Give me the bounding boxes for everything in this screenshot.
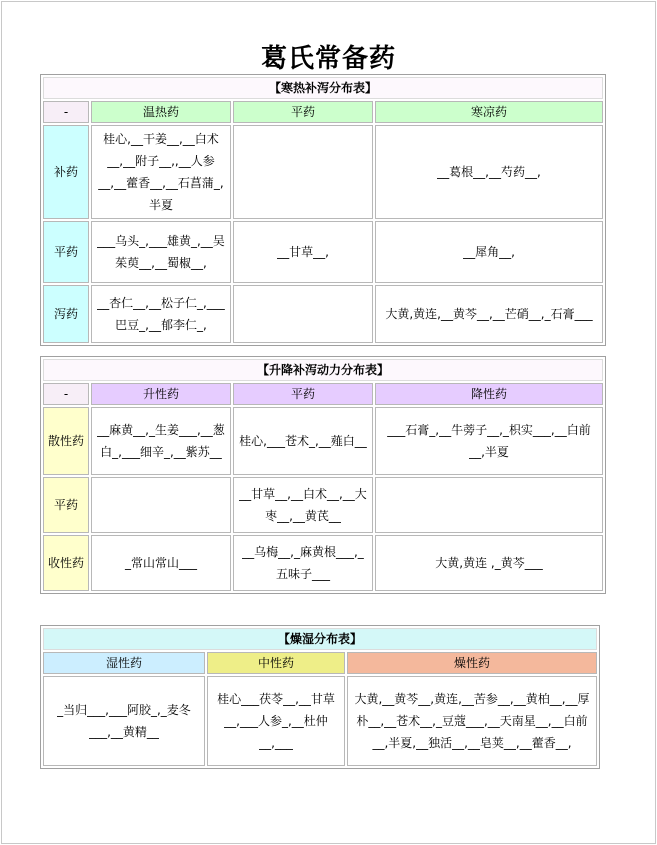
table-cell [233, 125, 373, 219]
table-cell: __犀角__, [375, 221, 603, 283]
row-header-neutral: 平药 [43, 221, 89, 283]
ascend-descend-table [40, 356, 606, 594]
table-cell: _常山常山___ [91, 535, 231, 591]
col-header-neutral: 平药 [233, 383, 373, 405]
table-corner: - [43, 101, 89, 123]
row-header-purge: 泻药 [43, 285, 89, 343]
table-cell: 大黄,黄连 ,_黄芩___ [375, 535, 603, 591]
table-cell: 桂心,___苍术_,__薤白__ [233, 407, 373, 475]
row-header-astringent: 收性药 [43, 535, 89, 591]
col-header-descending: 降性药 [375, 383, 603, 405]
col-header-neutral: 中性药 [207, 652, 345, 674]
table-cell: 大黄,__黄芩__,黄连,__苦参__,__黄柏__,__厚朴__,__苍术__,_豆蔻___,__天南星__,__白前__,半夏,__独活__,__皂荚__,__藿香__, [347, 676, 597, 766]
cold-heat-table [40, 74, 606, 346]
table-cell: ___石膏_,__牛蒡子__,_枳实___,__白前__,半夏 [375, 407, 603, 475]
table-cell: __甘草__,__白术__,__大枣__,__黄芪__ [233, 477, 373, 533]
col-header-neutral: 平药 [233, 101, 373, 123]
dry-damp-table-caption: 【燥湿分布表】 [43, 628, 597, 650]
table-cell: __杏仁__,__松子仁_,___巴豆_,__郁李仁_, [91, 285, 231, 343]
ascend-descend-table-caption: 【升降补泻动力分布表】 [43, 359, 603, 381]
col-header-dry: 燥性药 [347, 652, 597, 674]
page-title: 葛氏常备药 [260, 44, 396, 74]
table-cell: _当归___,___阿胶_,_麦冬___,__黄精__ [43, 676, 205, 766]
table-cell: __麻黄__,_生姜___,__葱白_,___细辛_,__紫苏__ [91, 407, 231, 475]
row-header-neutral: 平药 [43, 477, 89, 533]
table-cell: 桂心___茯苓__,__甘草__,___人参_,__杜仲__,___ [207, 676, 345, 766]
cold-heat-table-caption: 【寒热补泻分布表】 [43, 77, 603, 99]
table-corner: - [43, 383, 89, 405]
table-cell [233, 285, 373, 343]
col-header-damp: 湿性药 [43, 652, 205, 674]
table-cell [91, 477, 231, 533]
col-header-warm: 温热药 [91, 101, 231, 123]
table-cell: 桂心,__干姜__,__白术__,__附子__,,__人参__,__藿香__,__石菖蒲_,半夏 [91, 125, 231, 219]
table-cell: ___乌头_,___雄黄_,__吴茱萸__,__蜀椒__, [91, 221, 231, 283]
document-page [1, 1, 656, 844]
table-cell: __葛根__,__芍药__, [375, 125, 603, 219]
table-cell [375, 477, 603, 533]
col-header-cold: 寒凉药 [375, 101, 603, 123]
dry-damp-table [40, 625, 600, 769]
table-cell: 大黄,黄连,__黄芩__,__芒硝__,_石膏___ [375, 285, 603, 343]
table-cell: __乌梅__,_麻黄根___,_五味子___ [233, 535, 373, 591]
col-header-ascending: 升性药 [91, 383, 231, 405]
row-header-tonify: 补药 [43, 125, 89, 219]
table-cell: __甘草__, [233, 221, 373, 283]
row-header-dispersing: 散性药 [43, 407, 89, 475]
